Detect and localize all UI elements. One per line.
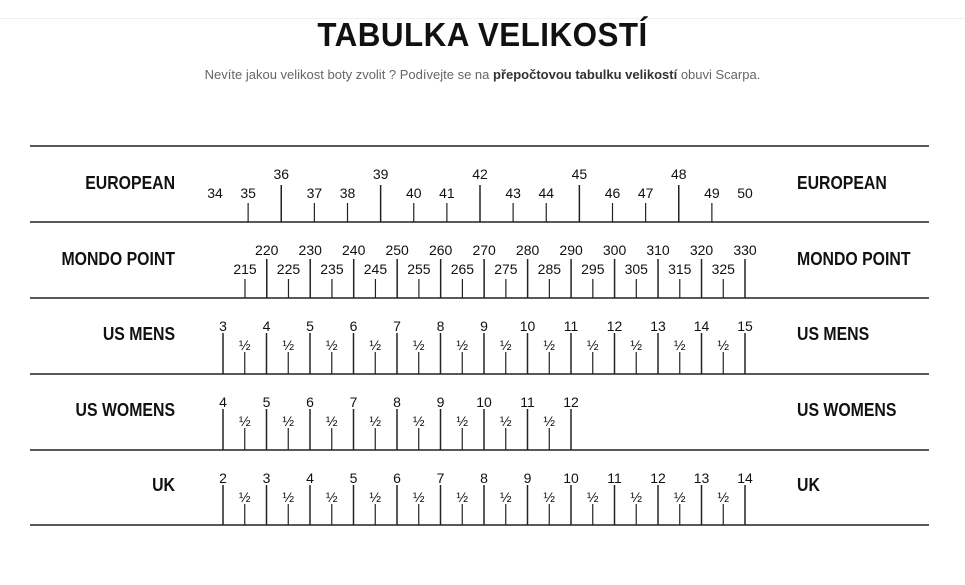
us-womens-half-label: ½	[282, 413, 295, 429]
uk-size-label: 8	[480, 470, 488, 486]
european-size-label: 40	[405, 185, 422, 201]
page-title: TABULKA VELIKOSTÍ	[317, 16, 648, 53]
european-size-label: 37	[306, 185, 323, 201]
uk-size-label: 11	[607, 470, 622, 486]
european-size-label: 49	[704, 185, 720, 201]
us-mens-size-label: 14	[693, 318, 710, 334]
uk-size-label: 14	[737, 470, 753, 486]
us-mens-half-label: ½	[499, 337, 512, 353]
row-label-european-left: EUROPEAN	[85, 173, 175, 193]
us-womens-half-label: ½	[325, 413, 338, 429]
uk-half-label: ½	[543, 489, 556, 505]
mondo-size-label: 265	[450, 261, 475, 277]
european-size-label: 47	[637, 185, 654, 201]
row-label-mondo-left: MONDO POINT	[61, 249, 175, 269]
us-womens-half-label: ½	[238, 413, 251, 429]
uk-size-label: 3	[262, 470, 271, 486]
uk-size-label: 9	[523, 470, 532, 486]
mondo-size-label: 270	[472, 242, 496, 258]
us-mens-size-label: 9	[480, 318, 488, 334]
mondo-size-label: 300	[602, 242, 627, 258]
european-size-label: 50	[737, 185, 753, 201]
mondo-size-label: 240	[342, 242, 366, 258]
uk-size-label: 12	[650, 470, 666, 486]
mondo-size-label: 225	[276, 261, 301, 277]
mondo-size-label: 260	[428, 242, 453, 258]
us-mens-half-label: ½	[586, 337, 599, 353]
us-mens-half-label: ½	[238, 337, 251, 353]
mondo-size-label: 325	[711, 261, 735, 277]
row-label-us-womens-right: US WOMENS	[797, 400, 897, 420]
uk-half-label: ½	[412, 489, 425, 505]
us-womens-half-label: ½	[543, 413, 556, 429]
uk-half-label: ½	[499, 489, 512, 505]
us-womens-size-label: 10	[476, 394, 492, 410]
uk-size-label: 2	[219, 470, 227, 486]
uk-size-label: 5	[349, 470, 358, 486]
us-mens-half-label: ½	[325, 337, 338, 353]
mondo-size-label: 285	[537, 261, 562, 277]
uk-half-label: ½	[282, 489, 295, 505]
mondo-size-label: 280	[515, 242, 540, 258]
us-mens-size-label: 3	[219, 318, 227, 334]
us-womens-size-label: 7	[349, 394, 358, 410]
us-mens-half-label: ½	[543, 337, 556, 353]
mondo-size-label: 290	[559, 242, 583, 258]
row-label-uk-left: UK	[152, 475, 175, 495]
mondo-size-label: 220	[255, 242, 279, 258]
us-mens-size-label: 10	[519, 318, 536, 334]
subtitle-emphasis: přepočtovou tabulku velikostí	[493, 67, 678, 82]
mondo-size-label: 235	[320, 261, 344, 277]
mondo-size-label: 330	[733, 242, 757, 258]
mondo-size-label: 230	[298, 242, 322, 258]
uk-size-label: 10	[563, 470, 579, 486]
us-mens-size-label: 8	[436, 318, 445, 334]
european-size-label: 38	[339, 185, 356, 201]
us-mens-size-label: 4	[262, 318, 271, 334]
uk-half-label: ½	[369, 489, 382, 505]
european-size-label: 34	[207, 185, 223, 201]
mondo-size-label: 310	[646, 242, 670, 258]
us-mens-size-label: 12	[606, 318, 623, 334]
us-mens-half-label: ½	[282, 337, 295, 353]
us-mens-size-label: 7	[393, 318, 401, 334]
european-size-label: 48	[670, 166, 687, 182]
us-mens-half-label: ½	[630, 337, 643, 353]
us-mens-half-label: ½	[673, 337, 686, 353]
us-womens-half-label: ½	[456, 413, 469, 429]
european-size-label: 35	[240, 185, 256, 201]
us-womens-size-label: 12	[563, 394, 579, 410]
mondo-size-label: 245	[363, 261, 388, 277]
us-womens-size-label: 8	[393, 394, 401, 410]
us-mens-size-label: 13	[650, 318, 666, 334]
us-mens-half-label: ½	[369, 337, 382, 353]
uk-size-label: 6	[393, 470, 401, 486]
uk-half-label: ½	[325, 489, 338, 505]
us-mens-half-label: ½	[412, 337, 425, 353]
us-mens-half-label: ½	[717, 337, 730, 353]
us-mens-half-label: ½	[456, 337, 469, 353]
uk-size-label: 7	[436, 470, 445, 486]
us-mens-size-label: 5	[306, 318, 314, 334]
us-womens-size-label: 11	[520, 394, 535, 410]
mondo-size-label: 305	[624, 261, 648, 277]
uk-half-label: ½	[456, 489, 469, 505]
us-womens-half-label: ½	[499, 413, 512, 429]
row-label-european-right: EUROPEAN	[797, 173, 887, 193]
european-size-label: 44	[538, 185, 555, 201]
us-womens-half-label: ½	[369, 413, 382, 429]
uk-half-label: ½	[630, 489, 643, 505]
uk-half-label: ½	[717, 489, 730, 505]
european-size-label: 41	[439, 185, 455, 201]
mondo-size-label: 215	[233, 261, 257, 277]
row-label-uk-right: UK	[797, 475, 820, 495]
uk-half-label: ½	[586, 489, 599, 505]
mondo-size-label: 320	[689, 242, 714, 258]
row-label-us-mens-right: US MENS	[797, 324, 870, 344]
european-size-label: 39	[372, 166, 389, 182]
us-womens-size-label: 5	[262, 394, 271, 410]
uk-size-label: 13	[693, 470, 710, 486]
us-mens-size-label: 15	[737, 318, 753, 334]
row-label-us-mens-left: US MENS	[102, 324, 175, 344]
us-womens-size-label: 4	[219, 394, 227, 410]
european-size-label: 45	[571, 166, 588, 182]
european-size-label: 42	[472, 166, 488, 182]
us-mens-size-label: 6	[349, 318, 358, 334]
us-womens-size-label: 9	[436, 394, 445, 410]
mondo-size-label: 295	[581, 261, 605, 277]
row-label-us-womens-left: US WOMENS	[75, 400, 175, 420]
european-size-label: 36	[273, 166, 290, 182]
uk-size-label: 4	[306, 470, 314, 486]
subtitle-text-start: Nevíte jakou velikost boty zvolit ? Podívejte se na	[204, 67, 493, 82]
row-label-mondo-right: MONDO POINT	[797, 249, 911, 269]
us-womens-size-label: 6	[306, 394, 314, 410]
us-mens-size-label: 11	[563, 318, 579, 334]
uk-half-label: ½	[238, 489, 251, 505]
uk-half-label: ½	[673, 489, 686, 505]
mondo-size-label: 315	[668, 261, 692, 277]
subtitle-text-end: obuvi Scarpa.	[677, 67, 761, 82]
european-size-label: 43	[505, 185, 521, 201]
mondo-size-label: 255	[407, 261, 431, 277]
mondo-size-label: 275	[494, 261, 518, 277]
us-womens-half-label: ½	[412, 413, 425, 429]
european-size-label: 46	[604, 185, 621, 201]
mondo-size-label: 250	[385, 242, 409, 258]
